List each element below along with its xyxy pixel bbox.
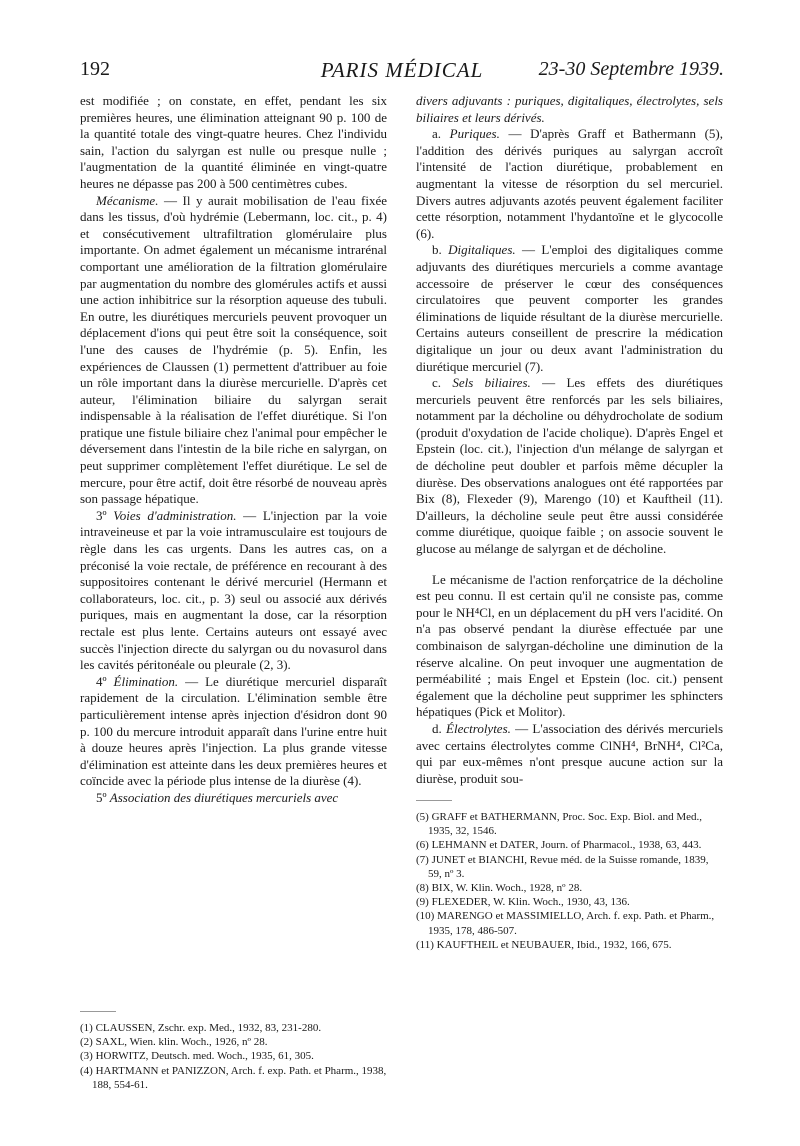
section-number: 5º xyxy=(96,789,110,805)
paragraph-lead: Puriques. xyxy=(449,126,500,142)
footnote: (11) KAUFTHEIL et NEUBAUER, Ibid., 1932, 166, 675. xyxy=(416,938,672,951)
section-number: 3º xyxy=(96,507,114,523)
paragraph-lead: Voies d'administration. xyxy=(113,507,237,523)
issue-date: 23-30 Septembre 1939. xyxy=(538,58,724,80)
section-number: 4º xyxy=(96,673,114,689)
paragraph-continuation: divers adjuvants : puriques, digitaliques, électrolytes, sels biliaires et leurs dérivés. xyxy=(416,93,723,125)
page-header xyxy=(80,58,724,88)
paragraph-body: — L'association des dérivés mercuriels avec certains électrolytes comme ClNH⁴, BrNH⁴, Cl²Ca, qui par eux-mêmes n'ont presque aucune action sur la diurèse, produit sou- xyxy=(416,720,724,786)
paragraph-lead: Mécanisme. xyxy=(96,192,159,208)
footnote: (6) LEHMANN et DATER, Journ. of Pharmacol., 1938, 63, 443. xyxy=(416,839,702,852)
paragraph-puriques xyxy=(416,126,723,242)
footnote: (4) HARTMANN et PANIZZON, Arch. f. exp. Path. et Pharm., 1938, 188, 554-61. xyxy=(80,1064,387,1091)
paragraph-body: — D'après Graff et Bathermann (5), l'addition des dérivés puriques au salyrgan accroît l'intensité de l'action diurétique, probablement en augmentant la vitesse de résorption du sel mercuriel. Divers autres adjuvants azotés peuvent également faciliter cette résorption, notamment l'hydantoïne et le glycocolle (6). xyxy=(416,126,723,241)
paragraph-sels-biliaires xyxy=(416,375,723,558)
paragraph-voies xyxy=(80,508,387,674)
paragraph-lead: Sels biliaires. xyxy=(452,375,531,391)
footnote: (9) FLEXEDER, W. Klin. Woch., 1930, 43, 136. xyxy=(416,896,630,909)
paragraph-lead: Digitaliques. xyxy=(448,242,516,258)
paragraph-body: — Le diurétique mercuriel disparaît rapidement de la circulation. L'élimination semble être particulièrement intense après injection d'ésidron dont 90 p. 100 du mercure introduit apparaît dans l'urine entre huit à douze heures après l'injection. La plus grande vitesse d'élimination est atteinte dans les deux premières heures et coïncide avec la période plus intense de la diurèse (4). xyxy=(80,673,388,789)
page-number: 192 xyxy=(80,58,110,80)
footnotes-right xyxy=(416,800,723,952)
footnote: (5) GRAFF et BATHERMANN, Proc. Soc. Exp. Biol. and Med., 1935, 32, 1546. xyxy=(416,811,702,838)
footnote-rule xyxy=(80,1011,116,1012)
paragraph-association xyxy=(80,790,387,807)
paragraph-mecanisme xyxy=(80,193,387,508)
paragraph-lead: Électrolytes. xyxy=(446,720,511,736)
right-column xyxy=(416,93,723,787)
paragraph-body: — Les effets des diurétiques mercuriels peuvent être renforcés par les sels biliaires, notamment par la décholine ou déhydrocholate de sodium (produit d'oxydation de l'acide cholique). D'après Engel et Epstein (loc. cit.), l'injection d'un mélange de salyrgan et de décholine peut doubler et parfois même décupler la diurèse. Des observations analogues ont été rapportées par Bix (8), Flexeder (9), Marengo (10) et Kauftheil (11). D'ailleurs, la décholine seule peut être aussi considérée comme diurétique, quoique faible ; on associe souvent le glucose au mélange de salyrgan et de décholine. xyxy=(416,375,723,557)
footnotes-left xyxy=(80,1011,387,1092)
paragraph-digitaliques xyxy=(416,242,723,375)
footnote: (8) BIX, W. Klin. Woch., 1928, nº 28. xyxy=(416,882,583,895)
item-letter: b. xyxy=(432,242,449,258)
item-letter: a. xyxy=(432,126,450,142)
paragraph-mecanisme-decholine: Le mécanisme de l'action renforçatrice de la décholine est peu connu. Il est certain qu'il ne consiste pas, comme pour le NH⁴Cl, en un déplacement du pH vers l'acidité. On n'a pas observé pendant la diurèse effectuée par une combinaison de salyrgan-décholine une diminution de la réserve alcaline. On peut invoquer une augmentation de perméabilité ; mais Engel et Epstein (loc. cit.) pensent également que la décholine peut supprimer les sphincters hépatiques (Pick et Molitor). xyxy=(416,571,723,720)
footnote-rule xyxy=(416,800,452,801)
footnote: (7) JUNET et BIANCHI, Revue méd. de la Suisse romande, 1839, 59, nº 3. xyxy=(416,853,709,880)
footnote: (2) SAXL, Wien. klin. Woch., 1926, nº 28. xyxy=(80,1036,268,1049)
left-column xyxy=(80,93,387,807)
paragraph: est modifiée ; on constate, en effet, pendant les six premières heures, une élimination atteignant 90 p. 100 de la quantité totale des vingt-quatre heures. Chez l'individu sain, l'action du salyrgan est nulle ou presque nulle ; l'augmentation de la quantité éliminée en vingt-quatre heures ne dépasse pas 200 à 500 centimètres cubes. xyxy=(80,93,387,191)
journal-title: PARIS MÉDICAL xyxy=(320,58,484,82)
paragraph-electrolytes xyxy=(416,721,723,787)
paragraph-lead: Association des diurétiques mercuriels avec xyxy=(109,789,339,805)
paragraph-body: — Il y aurait mobilisation de l'eau fixée dans les tissus, d'où hydrémie (Lebermann, loc. cit., p. 4) et consécutivement ultrafiltration glomérulaire plus importante. On admet également un mécanisme intrarénal comportant une amélioration de la filtration glomérulaire par augmentation du nombre des glomérules actifs et aussi une action inhibitrice sur la résorption aqueuse des tubuli. En outre, les diurétiques mercuriels peuvent provoquer un déplacement d'ions qui peut être soit la conséquence, soit l'une des causes de l'hydrémie (p. 5). Enfin, les expériences de Claussen (1) permettent d'attribuer au foie un rôle important dans la diurèse mercurielle. D'après cet auteur, l'élimination biliaire du salyrgan serait indispensable à la réalisation de l'effet diurétique. Si l'on pratique une fistule biliaire chez l'animal pour empêcher le déversement dans l'intestin de la bile riche en salyrgan, on peut supprimer complètement l'effet diurétique. Le sel de mercure, pour être actif, doit être résorbé de nouveau après son passage hépatique. xyxy=(80,192,387,507)
footnote: (10) MARENGO et MASSIMIELLO, Arch. f. exp. Path. et Pharm., 1935, 178, 486-507. xyxy=(416,910,715,937)
paragraph-body: — L'emploi des digitaliques comme adjuvants des diurétiques mercuriels a comme avantage accessoire de préserver le cœur des conséquences circulatoires que peuvent comporter les grandes éliminations de liquide résultant de la diurèse mercurielle. Certains auteurs conseillent de prescrire la médication digitalique un jour ou deux avant l'administration du diurétique mercuriel (7). xyxy=(416,242,724,374)
paragraph-elimination xyxy=(80,674,387,790)
footnote: (3) HORWITZ, Deutsch. med. Woch., 1935, 61, 305. xyxy=(80,1050,314,1063)
paragraph-body: — L'injection par la voie intraveineuse et par la voie intramusculaire est toujours de règle dans les cas urgents. Dans les autres cas, on a préconisé la voie rectale, de préférence en recourant à des suppositoires contenant le dérivé mercuriel (Hermann et collaborateurs, loc. cit., p. 3) seul ou associé aux dérivés puriques, mais en augmentant la dose, car la résorption rectale est plus lente. Certains auteurs ont essayé avec succès l'injection directe du salyrgan ou du novasurol dans les cavités péritonéale ou pleurale (2, 3). xyxy=(80,507,388,673)
item-letter: c. xyxy=(432,375,453,391)
paragraph-lead: Élimination. xyxy=(113,673,179,689)
footnote: (1) CLAUSSEN, Zschr. exp. Med., 1932, 83, 231-280. xyxy=(80,1022,322,1034)
item-letter: d. xyxy=(432,720,447,736)
